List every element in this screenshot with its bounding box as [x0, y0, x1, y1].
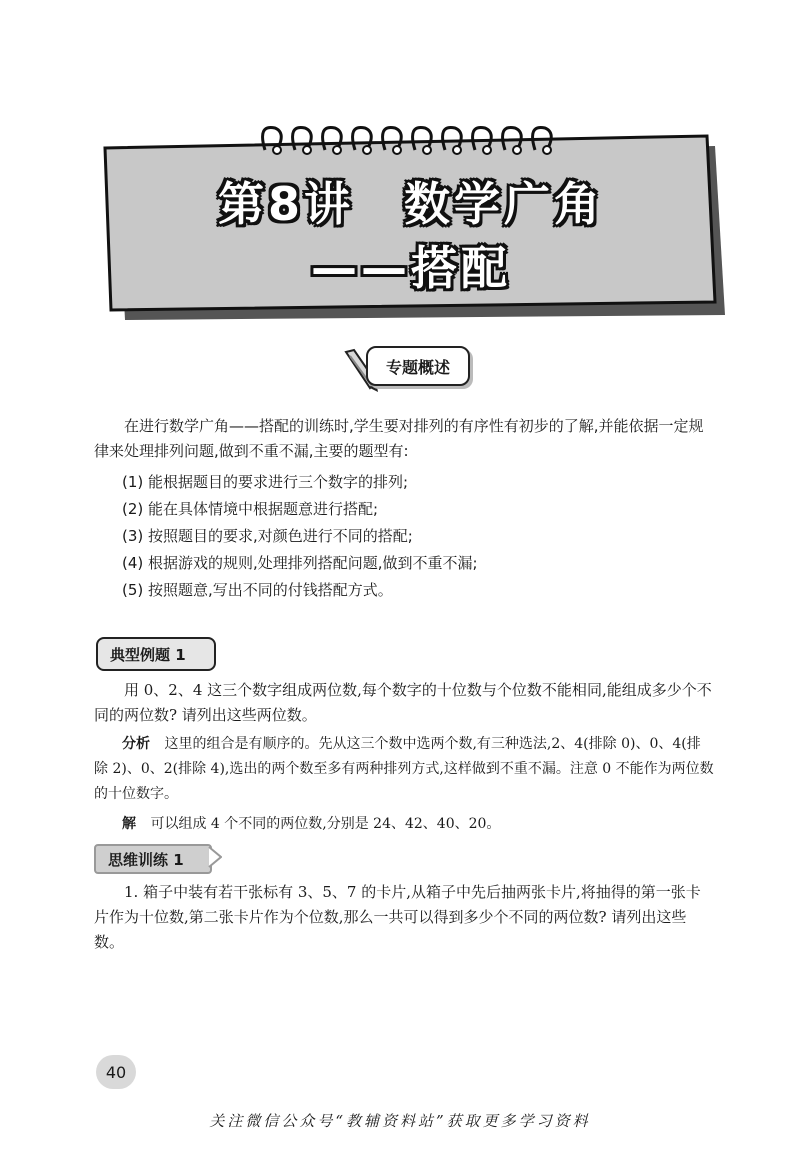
overview-heading — [342, 342, 472, 392]
title-banner — [95, 120, 727, 325]
overview-heading-label: 专题概述 — [366, 346, 470, 386]
training-label: 思维训练 1 — [94, 844, 212, 874]
training-question: 1. 箱子中装有若干张标有 3、5、7 的卡片,从箱子中先后抽两张卡片,将抽得的第一张卡片作为十位数,第二张卡片作为个位数,那么一共可以得到多少个不同的两位数? 请列出这些数。 — [94, 883, 701, 951]
example-solution — [94, 812, 714, 837]
footer-note: 关注微信公众号“教辅资料站”获取更多学习资料 — [209, 1112, 591, 1130]
overview-item-3: (3) 按照题目的要求,对颜色进行不同的搭配; — [122, 527, 413, 545]
overview-item-5: (5) 按照题意,写出不同的付钱搭配方式。 — [122, 581, 393, 599]
analysis-label: 分析 — [122, 736, 150, 752]
analysis-text: 这里的组合是有顺序的。先从这三个数中选两个数,有三种选法,2、4(排除 0)、0、4(排除 2)、0、2(排除 4),选出的两个数至多有两种排列方式,这样做到不重不漏。注意 0 不能作为两位数的十位数字。 — [94, 736, 714, 802]
example-analysis — [94, 732, 714, 807]
lesson-title: 第8讲 数学广角 — [217, 177, 604, 231]
arrow-right-icon — [208, 846, 222, 868]
example-problem: 用 0、2、4 这三个数字组成两位数,每个数字的十位数与个位数不能相同,能组成多少个不同的两位数? 请列出这些两位数。 — [94, 681, 712, 724]
page-number: 40 — [96, 1055, 136, 1089]
overview-intro: 在进行数学广角——搭配的训练时,学生要对排列的有序性有初步的了解,并能依据一定规律来处理排列问题,做到不重不漏,主要的题型有: — [94, 417, 704, 460]
solution-text: 可以组成 4 个不同的两位数,分别是 24、42、40、20。 — [150, 816, 501, 832]
overview-item-2: (2) 能在具体情境中根据题意进行搭配; — [122, 500, 379, 518]
solution-label: 解 — [122, 816, 136, 832]
overview-item-1: (1) 能根据题目的要求进行三个数字的排列; — [122, 473, 409, 491]
example-label: 典型例题 1 — [96, 637, 216, 671]
lesson-subtitle: ——搭配 — [311, 241, 511, 295]
overview-item-4: (4) 根据游戏的规则,处理排列搭配问题,做到不重不漏; — [122, 554, 478, 572]
